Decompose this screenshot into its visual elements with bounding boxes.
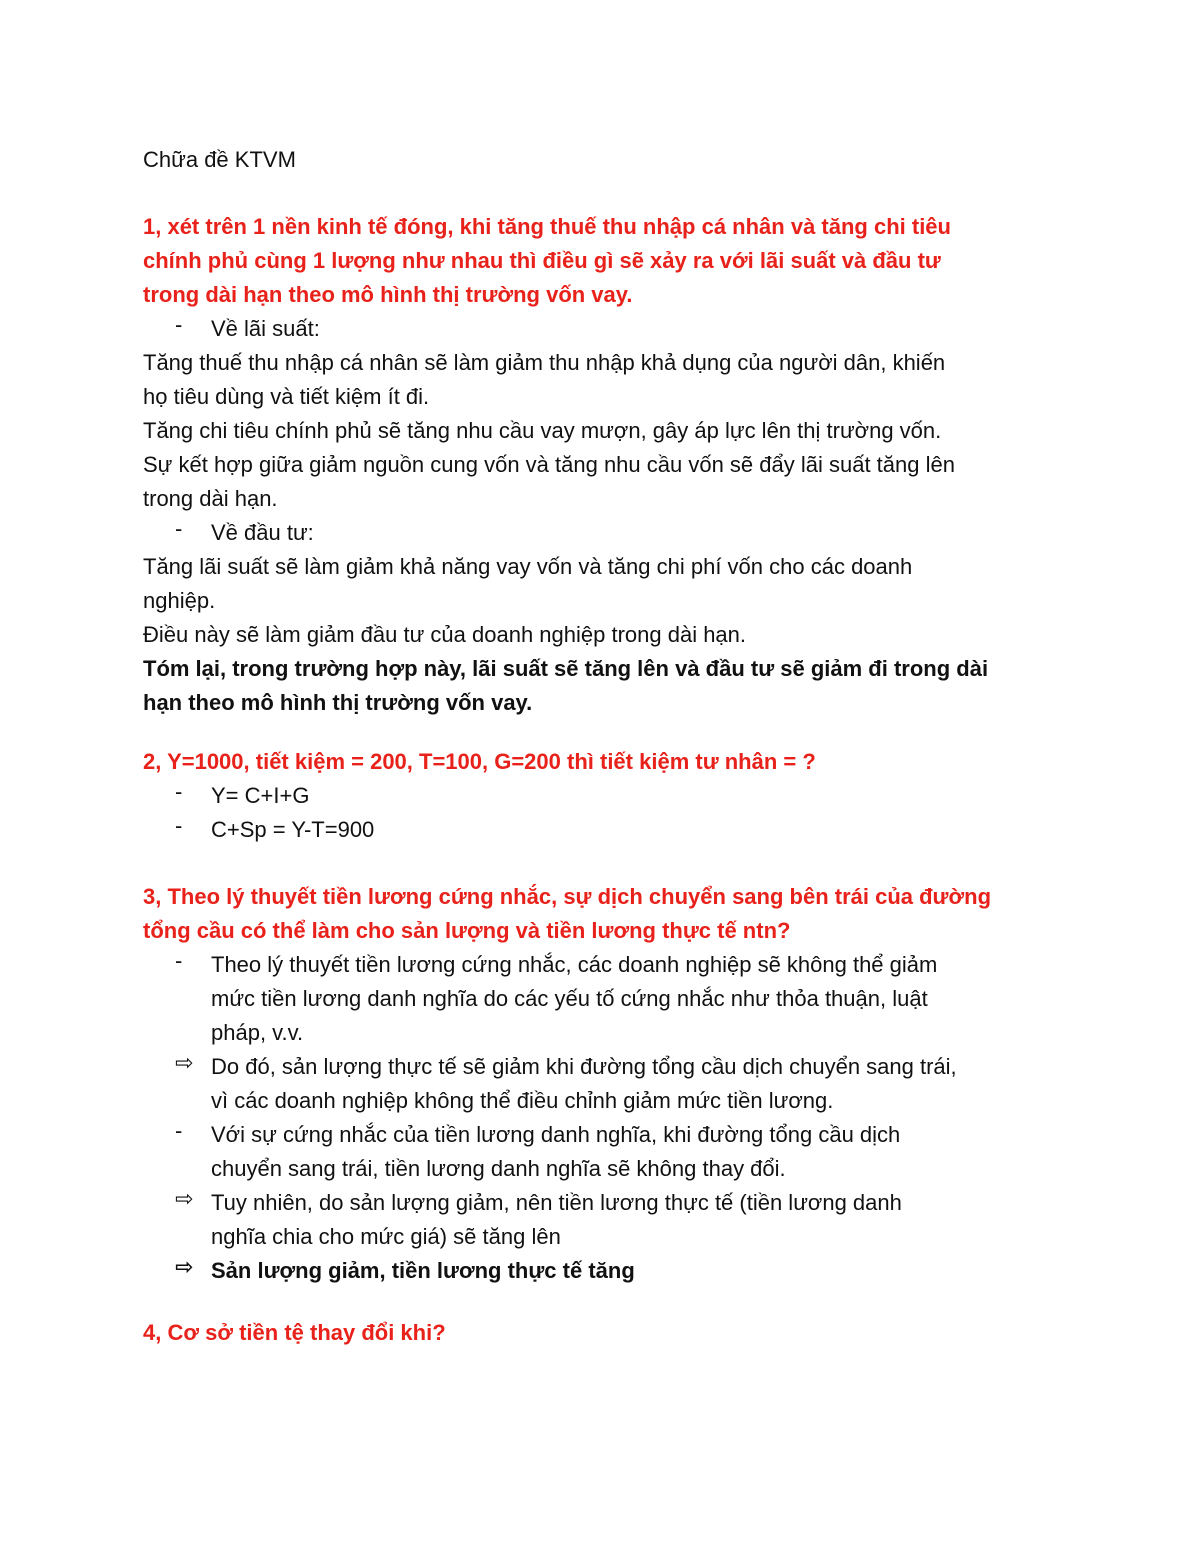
paragraph-line: Tăng chi tiêu chính phủ sẽ tăng nhu cầu vay mượn, gây áp lực lên thị trường vốn. bbox=[143, 418, 942, 443]
list-item-text: vì các doanh nghiệp không thể điều chỉnh giảm mức tiền lương. bbox=[211, 1088, 834, 1113]
arrow-right-icon: ⇨ bbox=[175, 1050, 194, 1075]
list-item bbox=[143, 1050, 1073, 1118]
list-item-text: pháp, v.v. bbox=[211, 1020, 304, 1045]
document-title: Chữa đề KTVM bbox=[143, 147, 296, 172]
question-3-section bbox=[143, 880, 1073, 1288]
list-item bbox=[143, 948, 1073, 1050]
bullet-interest-rate bbox=[143, 312, 1073, 346]
bullet-investment bbox=[143, 516, 1073, 550]
list-item-text: Y= C+I+G bbox=[211, 783, 310, 808]
document-title-block bbox=[143, 143, 1073, 177]
question-3-line: tổng cầu có thể làm cho sản lượng và tiền lương thực tế ntn? bbox=[143, 918, 791, 943]
question-4-section bbox=[143, 1316, 1073, 1350]
list-item-text: C+Sp = Y-T=900 bbox=[211, 817, 375, 842]
list-item-text: Do đó, sản lượng thực tế sẽ giảm khi đường tổng cầu dịch chuyển sang trái, bbox=[211, 1054, 957, 1079]
arrow-right-icon: ⇨ bbox=[175, 1186, 194, 1211]
question-1-line: chính phủ cùng 1 lượng như nhau thì điều gì sẽ xảy ra với lãi suất và đầu tư bbox=[143, 248, 941, 273]
question-4-line: 4, Cơ sở tiền tệ thay đổi khi? bbox=[143, 1320, 446, 1345]
list-item-text: chuyển sang trái, tiền lương danh nghĩa sẽ không thay đổi. bbox=[211, 1156, 786, 1181]
list-item-text: Theo lý thuyết tiền lương cứng nhắc, các doanh nghiệp sẽ không thể giảm bbox=[211, 952, 938, 977]
summary-line: Tóm lại, trong trường hợp này, lãi suất sẽ tăng lên và đầu tư sẽ giảm đi trong dài bbox=[143, 656, 989, 681]
conclusion-item bbox=[143, 1254, 1073, 1288]
paragraph-line: Tăng thuế thu nhập cá nhân sẽ làm giảm thu nhập khả dụng của người dân, khiến bbox=[143, 350, 946, 375]
question-1-line: trong dài hạn theo mô hình thị trường vốn vay. bbox=[143, 282, 633, 307]
paragraph-line: họ tiêu dùng và tiết kiệm ít đi. bbox=[143, 384, 430, 409]
paragraph-line: Điều này sẽ làm giảm đầu tư của doanh nghiệp trong dài hạn. bbox=[143, 622, 747, 647]
question-3-line: 3, Theo lý thuyết tiền lương cứng nhắc, sự dịch chuyển sang bên trái của đường bbox=[143, 884, 992, 909]
summary-line: hạn theo mô hình thị trường vốn vay. bbox=[143, 690, 533, 715]
dash-bullet-icon: - bbox=[175, 779, 183, 804]
dash-bullet-icon: - bbox=[175, 1118, 183, 1143]
list-item-text: Với sự cứng nhắc của tiền lương danh nghĩa, khi đường tổng cầu dịch bbox=[211, 1122, 901, 1147]
paragraph-line: Tăng lãi suất sẽ làm giảm khả năng vay vốn và tăng chi phí vốn cho các doanh bbox=[143, 554, 913, 579]
dash-bullet-icon: - bbox=[175, 312, 183, 337]
bullet-label: Về lãi suất: bbox=[211, 316, 320, 341]
paragraph-line: nghiệp. bbox=[143, 588, 216, 613]
paragraph-line: trong dài hạn. bbox=[143, 486, 278, 511]
bullet-label: Về đầu tư: bbox=[211, 520, 314, 545]
dash-bullet-icon: - bbox=[175, 948, 183, 973]
list-item-text: mức tiền lương danh nghĩa do các yếu tố cứng nhắc như thỏa thuận, luật bbox=[211, 986, 928, 1011]
question-2-line: 2, Y=1000, tiết kiệm = 200, T=100, G=200 thì tiết kiệm tư nhân = ? bbox=[143, 749, 816, 774]
list-item-text: Tuy nhiên, do sản lượng giảm, nên tiền lương thực tế (tiền lương danh bbox=[211, 1190, 902, 1215]
arrow-right-icon: ⇨ bbox=[175, 1254, 194, 1279]
list-item bbox=[143, 1118, 1073, 1186]
paragraph-line: Sự kết hợp giữa giảm nguồn cung vốn và tăng nhu cầu vốn sẽ đẩy lãi suất tăng lên bbox=[143, 452, 955, 477]
dash-bullet-icon: - bbox=[175, 516, 183, 541]
list-item bbox=[143, 779, 1073, 813]
conclusion-text: Sản lượng giảm, tiền lương thực tế tăng bbox=[211, 1258, 635, 1283]
dash-bullet-icon: - bbox=[175, 813, 183, 838]
list-item bbox=[143, 1186, 1073, 1254]
question-1-section bbox=[143, 210, 1073, 720]
question-1-line: 1, xét trên 1 nền kinh tế đóng, khi tăng thuế thu nhập cá nhân và tăng chi tiêu bbox=[143, 214, 951, 239]
question-2-section bbox=[143, 745, 1073, 847]
list-item bbox=[143, 813, 1073, 847]
list-item-text: nghĩa chia cho mức giá) sẽ tăng lên bbox=[211, 1224, 561, 1249]
